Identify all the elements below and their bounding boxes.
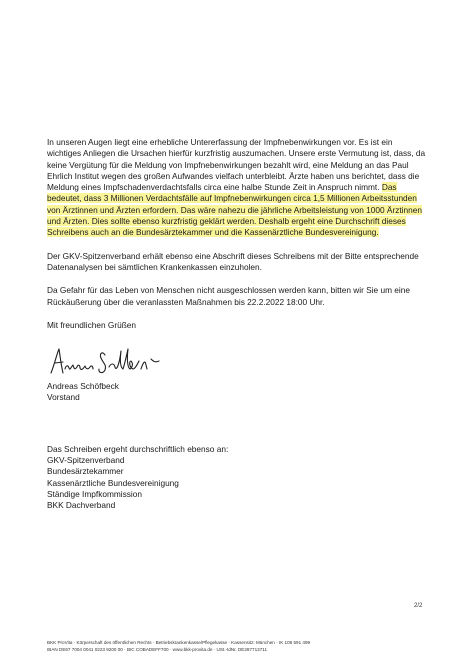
cc-recipient: GKV-Spitzenverband <box>47 455 125 466</box>
paragraph-underreporting <box>47 137 427 239</box>
cc-recipient: Bundesärztekammer <box>47 466 124 477</box>
highlighted-text: Das bedeutet, dass 3 Millionen Verdachtsfälle auf Impfnebenwirkungen circa 1,5 Millionen Arbeitsstunden von Ärztinnen und Ärzten erfordern. Das wäre nahezu die jährliche Arbeitsleistung von 1000 Ärztinnen und Ärzten. Dies sollte ebenso kurzfristig geklärt werden. Deshalb ergeht eine Durchschrift dieses Schreibens auch an die Bundesärztekammer und die Kassenärztliche Bundesvereinigung. <box>47 182 422 238</box>
cc-intro: Das Schreiben ergeht durchschriftlich ebenso an: <box>47 443 229 454</box>
footer-line: IBAN DE67 7004 0041 0223 9200 00 · BIC COBADEFF700 · www.bkk-provita.de · USt.-IdNr. DE287713711 <box>47 647 268 652</box>
paragraph-deadline: Da Gefahr für das Leben von Menschen nicht ausgeschlossen werden kann, bitten wir Sie um eine Rückäußerung über die veranlassten Maßnahmen bis 22.2.2022 18:00 Uhr. <box>47 285 410 307</box>
paragraph-text: In unseren Augen liegt eine erhebliche Untererfassung der Impfnebenwirkungen vor. Es ist ein wichtiges Anliegen die Ursachen hierfür kurzfristig auszumachen. Unsere erste Vermutung ist, dass, da keine Vergütung für die Meldung von Impfnebenwirkungen bezahlt wird, eine Meldung an das Paul Ehrlich Institut wegen des großen Aufwandes vielfach unterbleibt. Ärzte haben uns berichtet, dass die Meldung eines Impfschadenverdachtsfalls circa eine halbe Stunde Zeit in Anspruch nimmt. <box>47 137 426 193</box>
paragraph-gkv: Der GKV-Spitzenverband erhält ebenso eine Abschrift dieses Schreibens mit der Bitte entsprechende Datenanalysen bei sämtlichen Krankenkassen einzuholen. <box>47 250 419 272</box>
closing-greeting: Mit freundlichen Grüßen <box>47 319 137 330</box>
cc-recipient: Ständige Impfkommission <box>47 488 142 499</box>
cc-block <box>47 444 427 512</box>
page-number: 2/2 <box>414 603 423 609</box>
signer-title: Vorstand <box>47 392 80 403</box>
handwritten-signature <box>47 343 427 377</box>
footer-line: BKK ProVita · Körperschaft des öffentlichen Rechts · Betriebskrankenkasse/Pflegekasse · Kassensitz: München · IK 108 591 499 <box>47 640 311 645</box>
signer-name: Andreas Schöfbeck <box>47 381 119 392</box>
cc-recipient: BKK Dachverband <box>47 500 116 511</box>
cc-recipient: Kassenärztliche Bundesvereinigung <box>47 477 179 488</box>
letter-body <box>47 137 427 512</box>
footer <box>47 639 447 653</box>
